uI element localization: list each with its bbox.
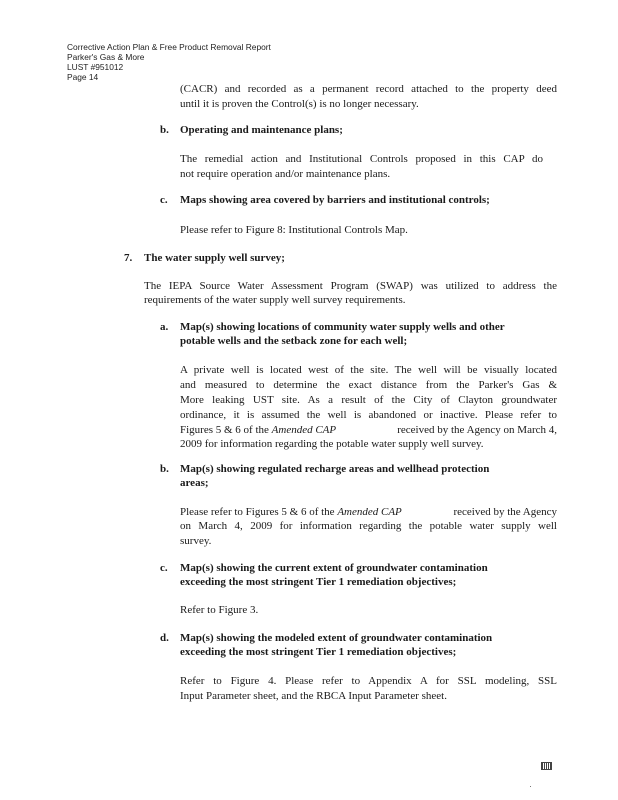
item-7c-heading-1: Map(s) showing the current extent of groundwater contamination: [180, 562, 488, 574]
scan-speck: [530, 786, 531, 787]
section-7-line-2: requirements of the water supply well survey requirements.: [144, 294, 406, 306]
item-7a-heading-1: Map(s) showing locations of community water supply wells and other: [180, 321, 505, 333]
item-c-heading: Maps showing area covered by barriers and institutional controls;: [180, 194, 490, 206]
item-7a-line-5: [180, 424, 557, 437]
item-b-line-1: The remedial action and Institutional Controls proposed in this CAP do: [180, 153, 543, 165]
header-lust-number: LUST #951012: [67, 62, 124, 72]
scan-barcode-mark: [541, 762, 552, 770]
item-7d-line-1: Refer to Figure 4. Please refer to Appendix A for SSL modeling, SSL: [180, 675, 557, 687]
header-site-name: Parker's Gas & More: [67, 52, 145, 62]
item-7b-line-1-end: received by the Agency: [450, 506, 557, 518]
item-7d-line-2: Input Parameter sheet, and the RBCA Input Parameter sheet.: [180, 690, 447, 702]
item-7a-line-5-start: Figures 5 & 6 of the: [180, 424, 272, 436]
item-7b-line-2: on March 4, 2009 for information regarding the potable water supply well: [180, 520, 557, 532]
item-7b-line-1-emphasis: Amended CAP: [337, 506, 402, 518]
item-7d-heading-1: Map(s) showing the modeled extent of groundwater contamination: [180, 632, 493, 644]
item-7b-line-3: survey.: [180, 535, 212, 547]
item-7a-line-3: More leaking UST site. As a result of the City of Clayton groundwater: [180, 394, 557, 406]
item-7c-heading-2: exceeding the most stringent Tier 1 remediation objectives;: [180, 576, 457, 588]
header-report-title: Corrective Action Plan & Free Product Removal Report: [67, 42, 271, 52]
item-b-line-2: not require operation and/or maintenance plans.: [180, 168, 391, 180]
intro-line-2: until it is proven the Control(s) is no longer necessary.: [180, 98, 419, 110]
item-7a-label: a.: [160, 321, 169, 333]
item-b-label: b.: [160, 124, 169, 136]
item-7a-heading-2: potable wells and the setback zone for each well;: [180, 335, 408, 347]
item-c-line-1: Please refer to Figure 8: Institutional Controls Map.: [180, 224, 408, 236]
item-7d-label: d.: [160, 632, 169, 644]
item-7b-line-1-start: Please refer to Figures 5 & 6 of the: [180, 506, 338, 518]
item-7a-line-1: A private well is located west of the site. The well will be visually located: [180, 364, 557, 376]
item-7d-heading-2: exceeding the most stringent Tier 1 remediation objectives;: [180, 646, 457, 658]
header-page-number: Page 14: [67, 72, 99, 82]
item-7a-line-4: ordinance, it is assumed the well is abandoned or inactive. Please refer to: [180, 409, 557, 421]
section-7-label: 7.: [124, 252, 133, 264]
section-7-heading: The water supply well survey;: [144, 252, 285, 264]
item-7a-line-6: 2009 for information regarding the potable water supply well survey.: [180, 438, 484, 450]
item-b-heading: Operating and maintenance plans;: [180, 124, 343, 136]
item-7b-label: b.: [160, 463, 169, 475]
item-7a-line-5-end: received by the Agency on March 4,: [394, 424, 557, 436]
item-7a-line-5-emphasis: Amended CAP: [271, 424, 337, 436]
item-7b-line-1: [180, 506, 557, 519]
item-7a-line-2: and measured to determine the exact distance from the Parker's Gas &: [180, 379, 557, 391]
item-7b-heading-1: Map(s) showing regulated recharge areas and wellhead protection: [180, 463, 490, 475]
item-7b-heading-2: areas;: [180, 477, 209, 489]
item-7c-label: c.: [160, 562, 168, 574]
intro-line-1: (CACR) and recorded as a permanent record attached to the property deed: [180, 83, 557, 95]
section-7-line-1: The IEPA Source Water Assessment Program (SWAP) was utilized to address the: [144, 280, 557, 292]
item-c-label: c.: [160, 194, 168, 206]
item-7c-line-1: Refer to Figure 3.: [180, 604, 259, 616]
